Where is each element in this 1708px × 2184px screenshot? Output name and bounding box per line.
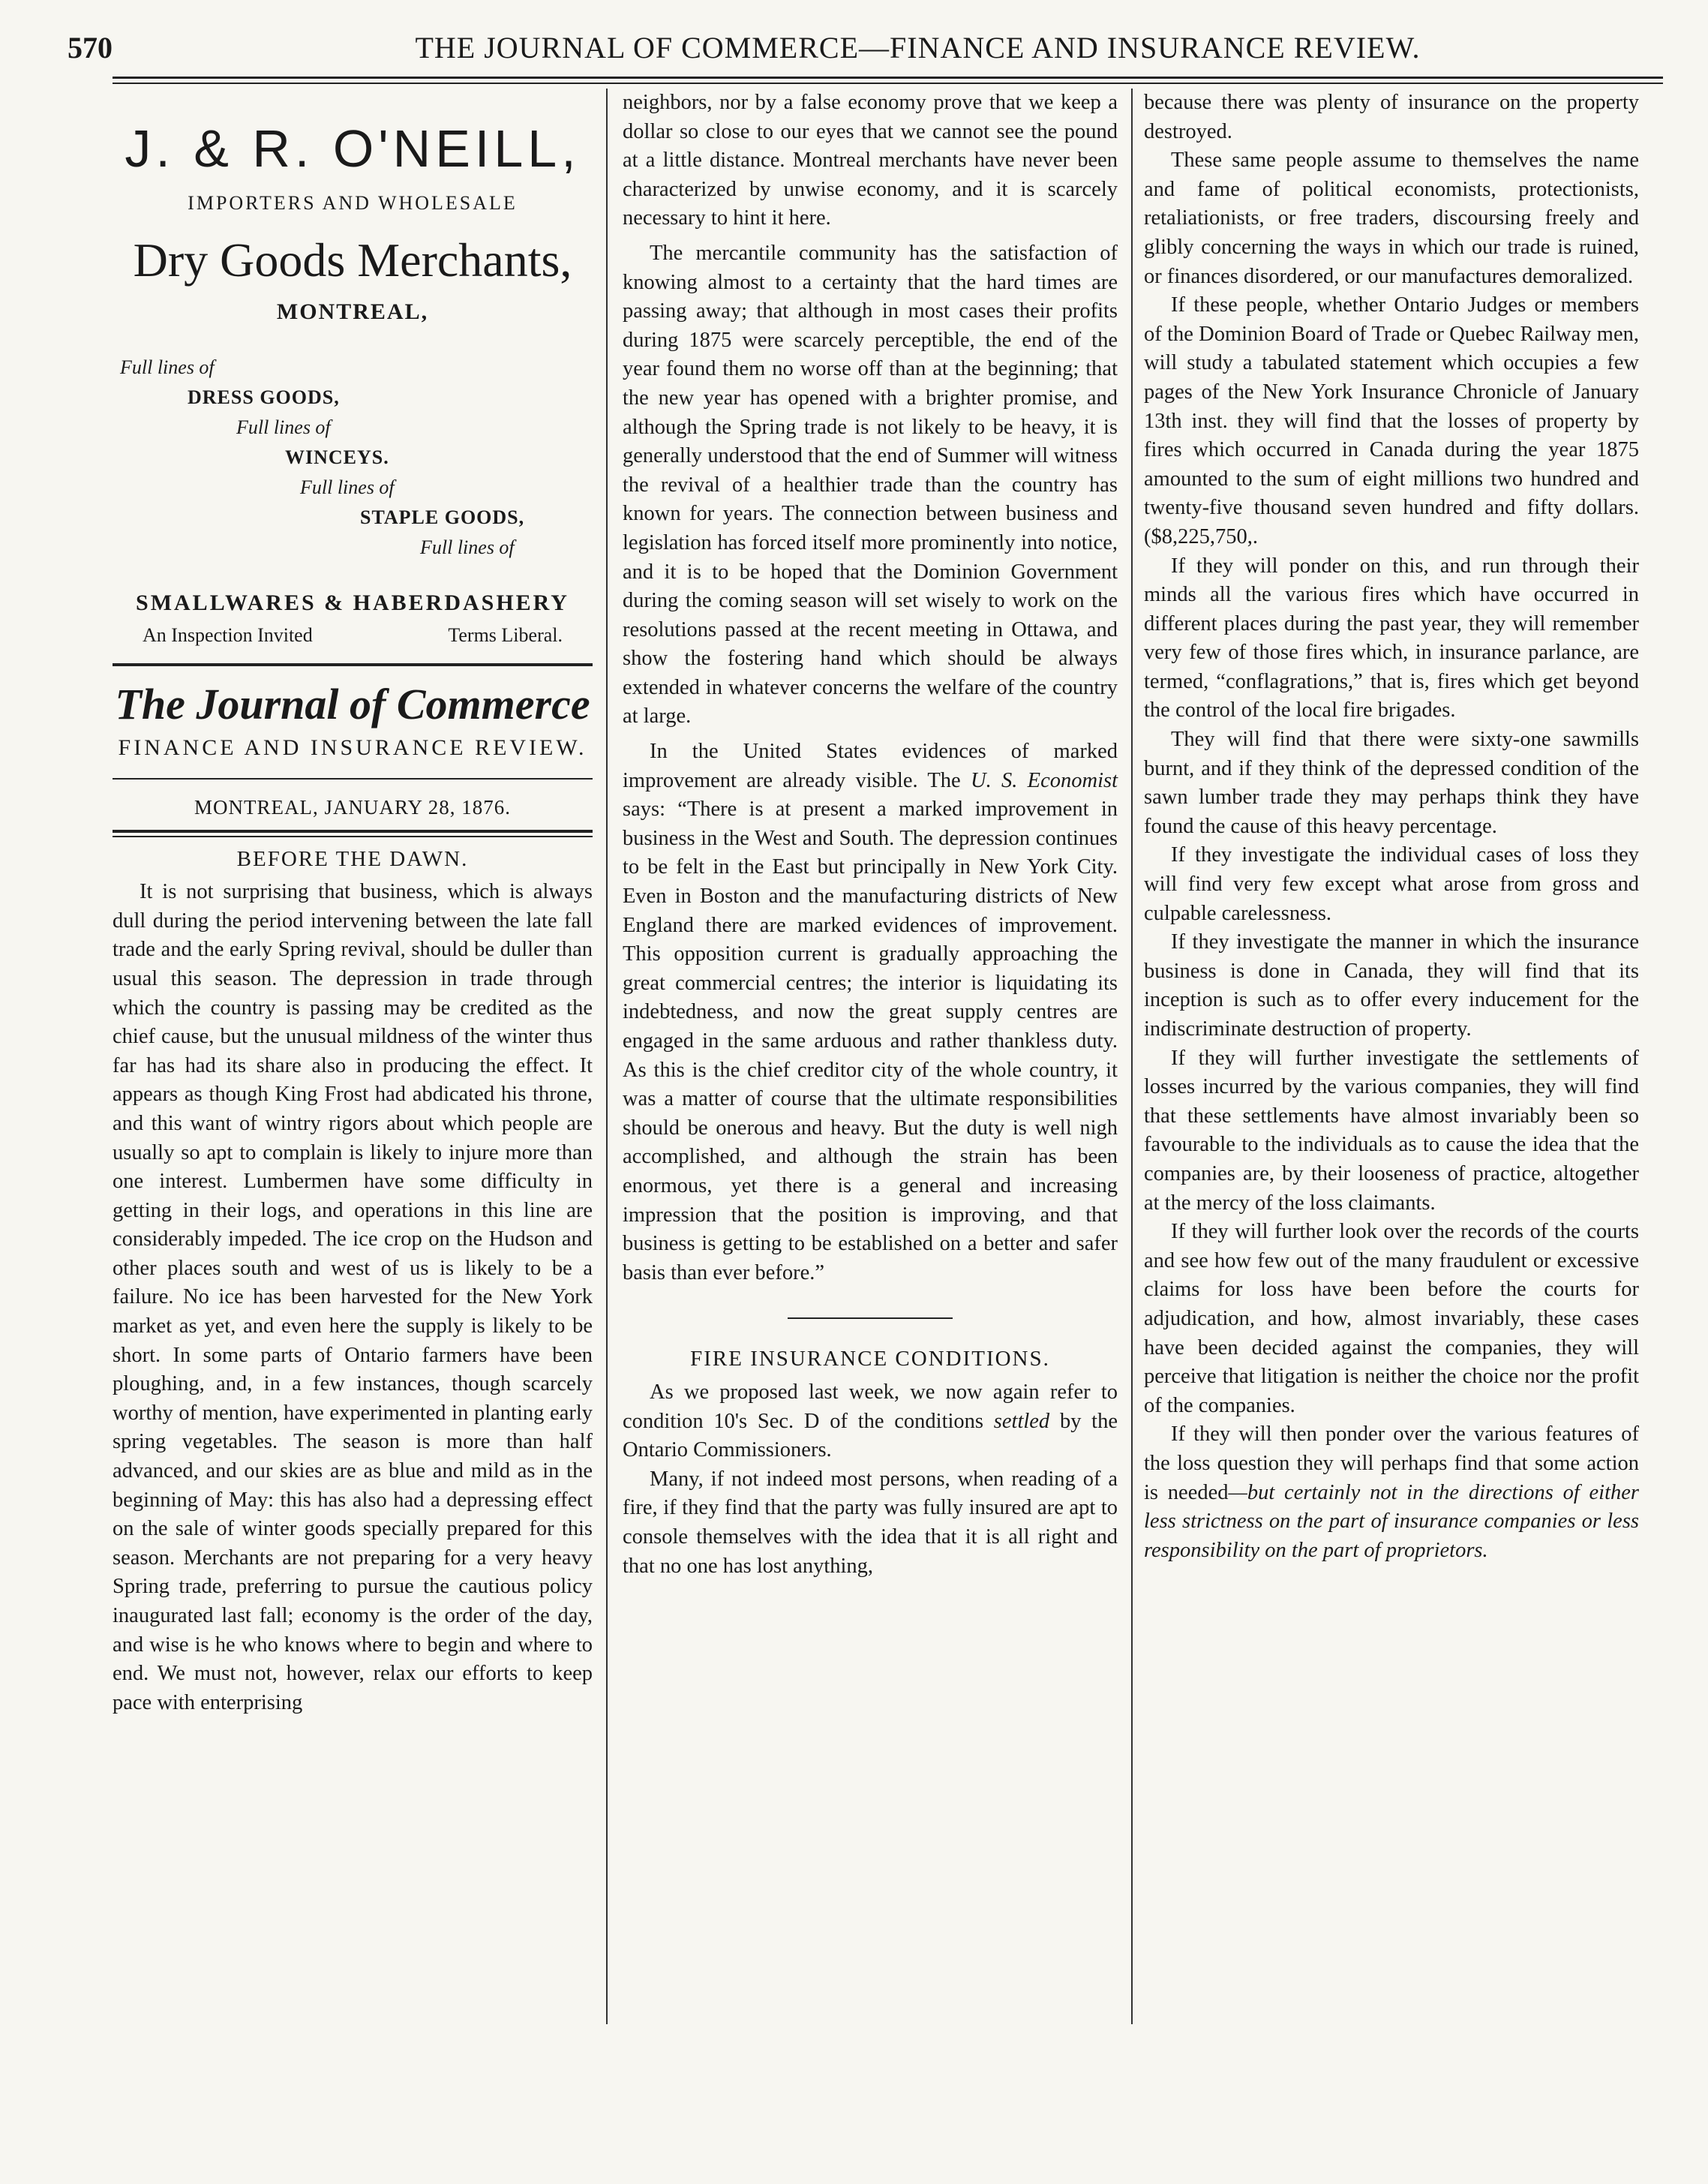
article-paragraph: If they investigate the manner in which the insurance business is done in Canada, they will find that its inception is such as to offer every inducement for the indiscriminate destruction of property. xyxy=(1144,930,1639,1041)
paragraph-text: by the Ontario Commissioners. xyxy=(623,1409,1118,1462)
article-paragraph: They will find that there were sixty-one sawmills burnt, and if they think of the depressed condition of the sawn lumber trade they may perhaps think they have found the cause of this heavy percentage. xyxy=(1144,728,1639,838)
article-paragraph: If they investigate the individual cases of loss they will find very few except what arose from gross and culpable carelessness. xyxy=(1144,843,1639,925)
article-paragraph xyxy=(623,1378,1118,1465)
paragraph-text: As we proposed last week, we now again refer to condition 10's Sec. D of the conditions xyxy=(623,1380,1118,1433)
ad-line-label: Full lines of xyxy=(236,416,331,439)
article-paragraph: because there was plenty of insurance on the property destroyed. xyxy=(1144,91,1639,143)
ad-line-item: SMALLWARES & HABERDASHERY xyxy=(136,590,569,616)
header-rule xyxy=(113,83,1663,84)
ad-line-label: Full lines of xyxy=(420,536,515,559)
column-1 xyxy=(113,89,593,1717)
running-head xyxy=(68,21,1663,74)
ad-subtitle: IMPORTERS AND WHOLESALE xyxy=(188,192,518,214)
section-rule xyxy=(113,778,593,780)
source-title: U. S. Economist xyxy=(971,768,1118,792)
section-rule xyxy=(113,663,593,666)
article-paragraph: Many, if not indeed most persons, when reading of a fire, if they find that the party was fully insured are apt to console themselves with the idea that it is all right and that no one has lost anything, xyxy=(623,1467,1118,1578)
article-paragraph: If they will further investigate the settlements of losses incurred by the various companies, they will find that these settlements have almost invariably been so favourable to the individuals as to cause the idea that the companies are, by their looseness of practice, altogether at the mercy of the loss claimants. xyxy=(1144,1046,1639,1215)
emphasis-text: —but certainly not in the directions of either less strictness on the part of insurance companies or less responsibility on the part of proprietors. xyxy=(1144,1480,1639,1562)
column-rule xyxy=(1131,89,1133,2024)
ad-product-lines xyxy=(113,353,593,578)
article-paragraph: The mercantile community has the satisfaction of knowing almost to a certainty that the hard times are passing away; that although in most cases their profits during 1875 were scarcely perceptible, the end of the year found them no worse off than at the beginning; that the new year has opened with a brighter promise, and although the Spring trade is not likely to be heavy, it is generally understood that the end of Summer will witness the revival of a healthier trade than the country has known for years. The connection between business and legislation has forced itself more prominently into notice, and it is to be hoped that the Dominion Government during the coming season will set wisely to work on the resolutions passed at the recent meeting in Ottawa, and show the fostering hand which should be always extended in whatever concerns the welfare of the country at large. xyxy=(623,241,1118,729)
ad-terms: Terms Liberal. xyxy=(448,623,563,646)
ad-line-item: WINCEYS. xyxy=(285,446,389,469)
header-rule xyxy=(113,77,1663,79)
ad-terms-row xyxy=(113,621,593,650)
masthead-subtitle: FINANCE AND INSURANCE REVIEW. xyxy=(118,735,587,761)
column-3 xyxy=(1144,89,1639,1565)
article-paragraph: If these people, whether Ontario Judges or members of the Dominion Board of Trade or Quebec Railway men, will study a tabulated statement which occupies a few pages of the New York Insurance Chronicle of January 13th inst. they will find that the losses of property by fires which occurred in Canada during the year 1875 amounted to the sum of eight millions two hundred and twenty-five thousand seven hundred and fifty dollars. ($8,225,750,. xyxy=(1144,293,1639,548)
ad-line-label: Full lines of xyxy=(300,476,395,499)
dateline: MONTREAL, JANUARY 28, 1876. xyxy=(194,795,511,819)
ad-city: MONTREAL, xyxy=(276,299,429,324)
column-rule xyxy=(606,89,608,2024)
section-rule xyxy=(113,830,593,833)
article-paragraph: If they will further look over the records of the courts and see how few out of the many fraudulent or excessive claims for loss have been before the courts for adjudication, and how, almost invariably, these cases have been decided against the companies, they will perceive that litigation is neither the choice nor the profit of the companies. xyxy=(1144,1220,1639,1417)
article-paragraph: These same people assume to themselves the name and fame of political economists, protectionists, retaliationists, or free traders, discoursing freely and glibly concerning the ways in which our trade is ruined, or finances disordered, or our manufactures demoralized. xyxy=(1144,149,1639,288)
paragraph-text: If they will then ponder over the various features of the loss question they will perhaps find that some action is needed xyxy=(1144,1422,1639,1504)
column-2 xyxy=(623,89,1118,1581)
article-heading: BEFORE THE DAWN. xyxy=(236,846,469,871)
journal-title: THE JOURNAL OF COMMERCE—FINANCE AND INSURANCE REVIEW. xyxy=(415,30,1421,65)
quote-text: says: “There is at present a marked improvement in business in the West and South. The depression continues to be felt in the East but principally in New York City. Even in Boston and the manufacturing districts of New England there are marked evidences of improvement. This opposition current is gradually approaching the great commercial centres; the interior is liquidating its indebtedness, and now the great supply centres are engaged in the same arduous and rather thankless duty. As this is the chief creditor city of the whole country, it was a matter of course that the ultimate responsibilities should be onerous and heavy. But the duty is well nigh accomplished, and although the strain has been enormous, yet there is a general and increasing impression that the position is improving, and that business is getting to be established on a better and safer basis than ever before.” xyxy=(623,798,1118,1284)
article-paragraph: neighbors, nor by a false economy prove that we keep a dollar so close to our eyes that we cannot see the pound at a little distance. Montreal merchants have never been characterized by unwise economy, and it is scarcely necessary to hint it here. xyxy=(623,91,1118,230)
article-paragraph xyxy=(1144,1420,1639,1565)
page-number: 570 xyxy=(68,30,113,65)
article-paragraph xyxy=(623,738,1118,1287)
ad-trade: Dry Goods Merchants, xyxy=(133,233,572,287)
quote-intro: In the United States evidences of marked improvement are already visible. The xyxy=(623,740,1118,792)
masthead-title: The Journal of Commerce xyxy=(115,680,590,729)
article-paragraph: If they will ponder on this, and run through their minds all the various fires which have occurred in different places during the past year, they will remember very few of those fires which, in insurance parlance, are termed, “conflagrations,” that is, fires which get beyond the control of the local fire brigades. xyxy=(1144,554,1639,722)
ad-line-item: STAPLE GOODS, xyxy=(360,506,525,529)
ad-line-label: Full lines of xyxy=(120,356,215,379)
advertisement xyxy=(113,119,593,650)
section-rule xyxy=(113,836,593,837)
article-separator xyxy=(788,1317,953,1319)
ad-inspection: An Inspection Invited xyxy=(143,623,313,646)
ad-line-item: DRESS GOODS, xyxy=(188,386,340,409)
ad-firm-name: J. & R. O'NEILL, xyxy=(125,119,581,178)
article-heading: FIRE INSURANCE CONDITIONS. xyxy=(690,1347,1050,1371)
article-paragraph: It is not surprising that business, which is always dull during the period intervening between the late fall trade and the early Spring revival, should be duller than usual this season. The depression in trade through which the country is passing may be credited as the chief cause, but the unusual mildness of the winter thus far has had its share also in producing the effect. It appears as though King Frost had abdicated his throne, and this want of wintry rigors about which people are usually so apt to complain is likely to injure more than one interest. Lumbermen have some difficulty in getting in their logs, and operations in this line are considerably impeded. The ice crop on the Hudson and other places south and west of us is likely to be a failure. No ice has been harvested for the New York market as yet, and even here the supply is likely to be short. In some parts of Ontario farmers have been ploughing, and, in a few instances, though scarcely worthy of mention, have experimented in planting early spring vegetables. The season is more than half advanced, and our skies are as blue and mild as in the beginning of May: this has also had a depressing effect on the sale of winter goods specially prepared for this season. Merchants are not preparing for a very heavy Spring trade, preferring to pursue the cautious policy inaugurated last fall; economy is the order of the day, and wise is he who knows where to begin and where to end. We must not, however, relax our efforts to keep pace with enterprising xyxy=(113,880,593,1714)
emphasis-text: settled xyxy=(993,1409,1050,1433)
